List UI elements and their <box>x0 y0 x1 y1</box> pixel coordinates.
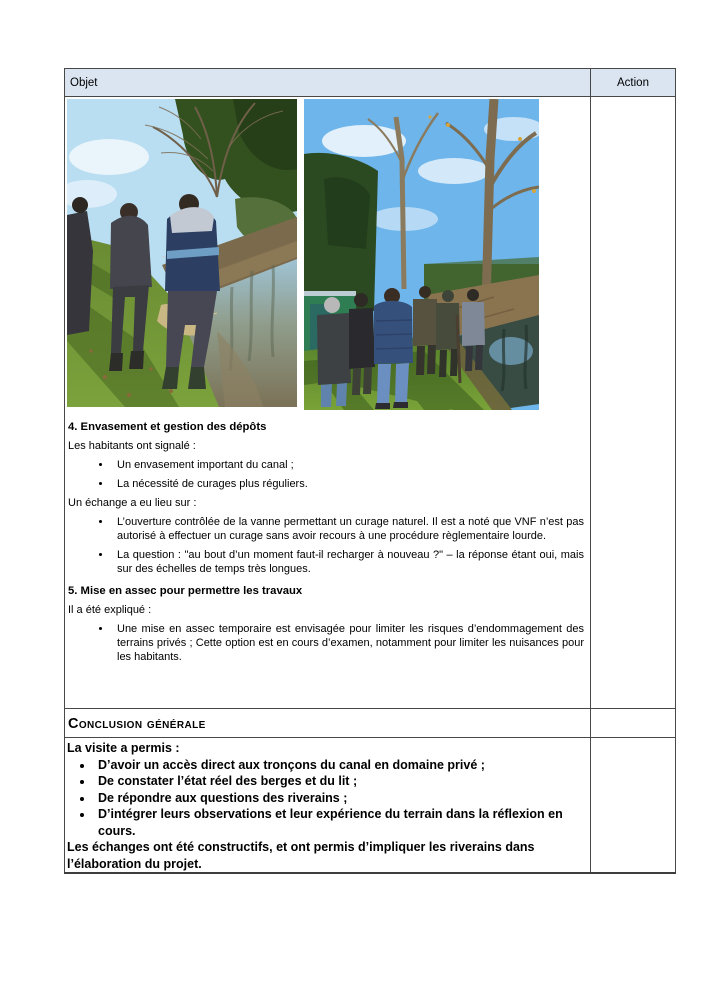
conclusion-cell <box>65 738 591 874</box>
table-header-row <box>65 69 676 97</box>
action-cell-empty <box>591 97 676 709</box>
list-item: • De répondre aux questions des riverains ; <box>94 790 585 807</box>
table-row-content <box>65 97 676 709</box>
column-header-objet: Objet <box>65 69 591 97</box>
action-cell-empty <box>591 738 676 874</box>
section-4-list-1 <box>68 458 584 491</box>
conclusion-heading-cell <box>65 709 591 738</box>
section-4-intro: Les habitants ont signalé : <box>68 440 196 452</box>
section-5-intro: Il a été expliqué : <box>68 604 152 616</box>
column-header-action: Action <box>591 69 676 97</box>
list-item: • Un envasement important du canal ; <box>112 458 584 472</box>
objet-text-block <box>68 420 584 664</box>
section-4-intro-2: Un échange a eu lieu sur : <box>68 497 197 509</box>
section-4-list-2 <box>68 515 584 576</box>
photo-canal-berge-gauche <box>67 99 297 407</box>
section-4-heading: 4. Envasement et gestion des dépôts <box>68 421 267 433</box>
photo-row <box>67 99 585 410</box>
conclusion-intro: La visite a permis : <box>67 741 180 755</box>
report-table <box>64 68 676 874</box>
section-5-list <box>68 622 584 664</box>
conclusion-list <box>67 757 585 840</box>
photo-canal-groupe-droite <box>304 99 539 410</box>
list-item: • L’ouverture contrôlée de la vanne permettant un curage naturel. Il est a noté que VNF n’est pas autorisé à effectuer un curage sans avoir recours à une procédure règlementaire lourde. <box>112 515 584 543</box>
objet-cell-content <box>65 97 591 709</box>
section-5-heading: 5. Mise en assec pour permettre les travaux <box>68 585 303 597</box>
action-cell-empty <box>591 709 676 738</box>
list-item: • D’intégrer leurs observations et leur expérience du terrain dans la réflexion en cours. <box>94 806 585 839</box>
list-item: • La question : "au bout d’un moment faut-il recharger à nouveau ?" – la réponse étant oui, mais sur des échelles de temps très longues. <box>112 548 584 576</box>
conclusion-text-block <box>67 740 585 872</box>
list-item: • Une mise en assec temporaire est envisagée pour limiter les risques d’endommagement des terrains privés ; Cette option est en cours d’examen, notamment pour limiter les nuisances pour les habitants. <box>112 622 584 664</box>
table-row-conclusion-heading <box>65 709 676 738</box>
conclusion-outro: Les échanges ont été constructifs, et ont permis d’impliquer les riverains dans l’élaboration du projet. <box>67 840 535 871</box>
table-row-conclusion-body <box>65 738 676 874</box>
list-item: • De constater l’état réel des berges et du lit ; <box>94 773 585 790</box>
list-item: • D’avoir un accès direct aux tronçons du canal en domaine privé ; <box>94 757 585 774</box>
conclusion-heading: Conclusion générale <box>68 715 206 732</box>
list-item: • La nécessité de curages plus réguliers. <box>112 477 584 491</box>
